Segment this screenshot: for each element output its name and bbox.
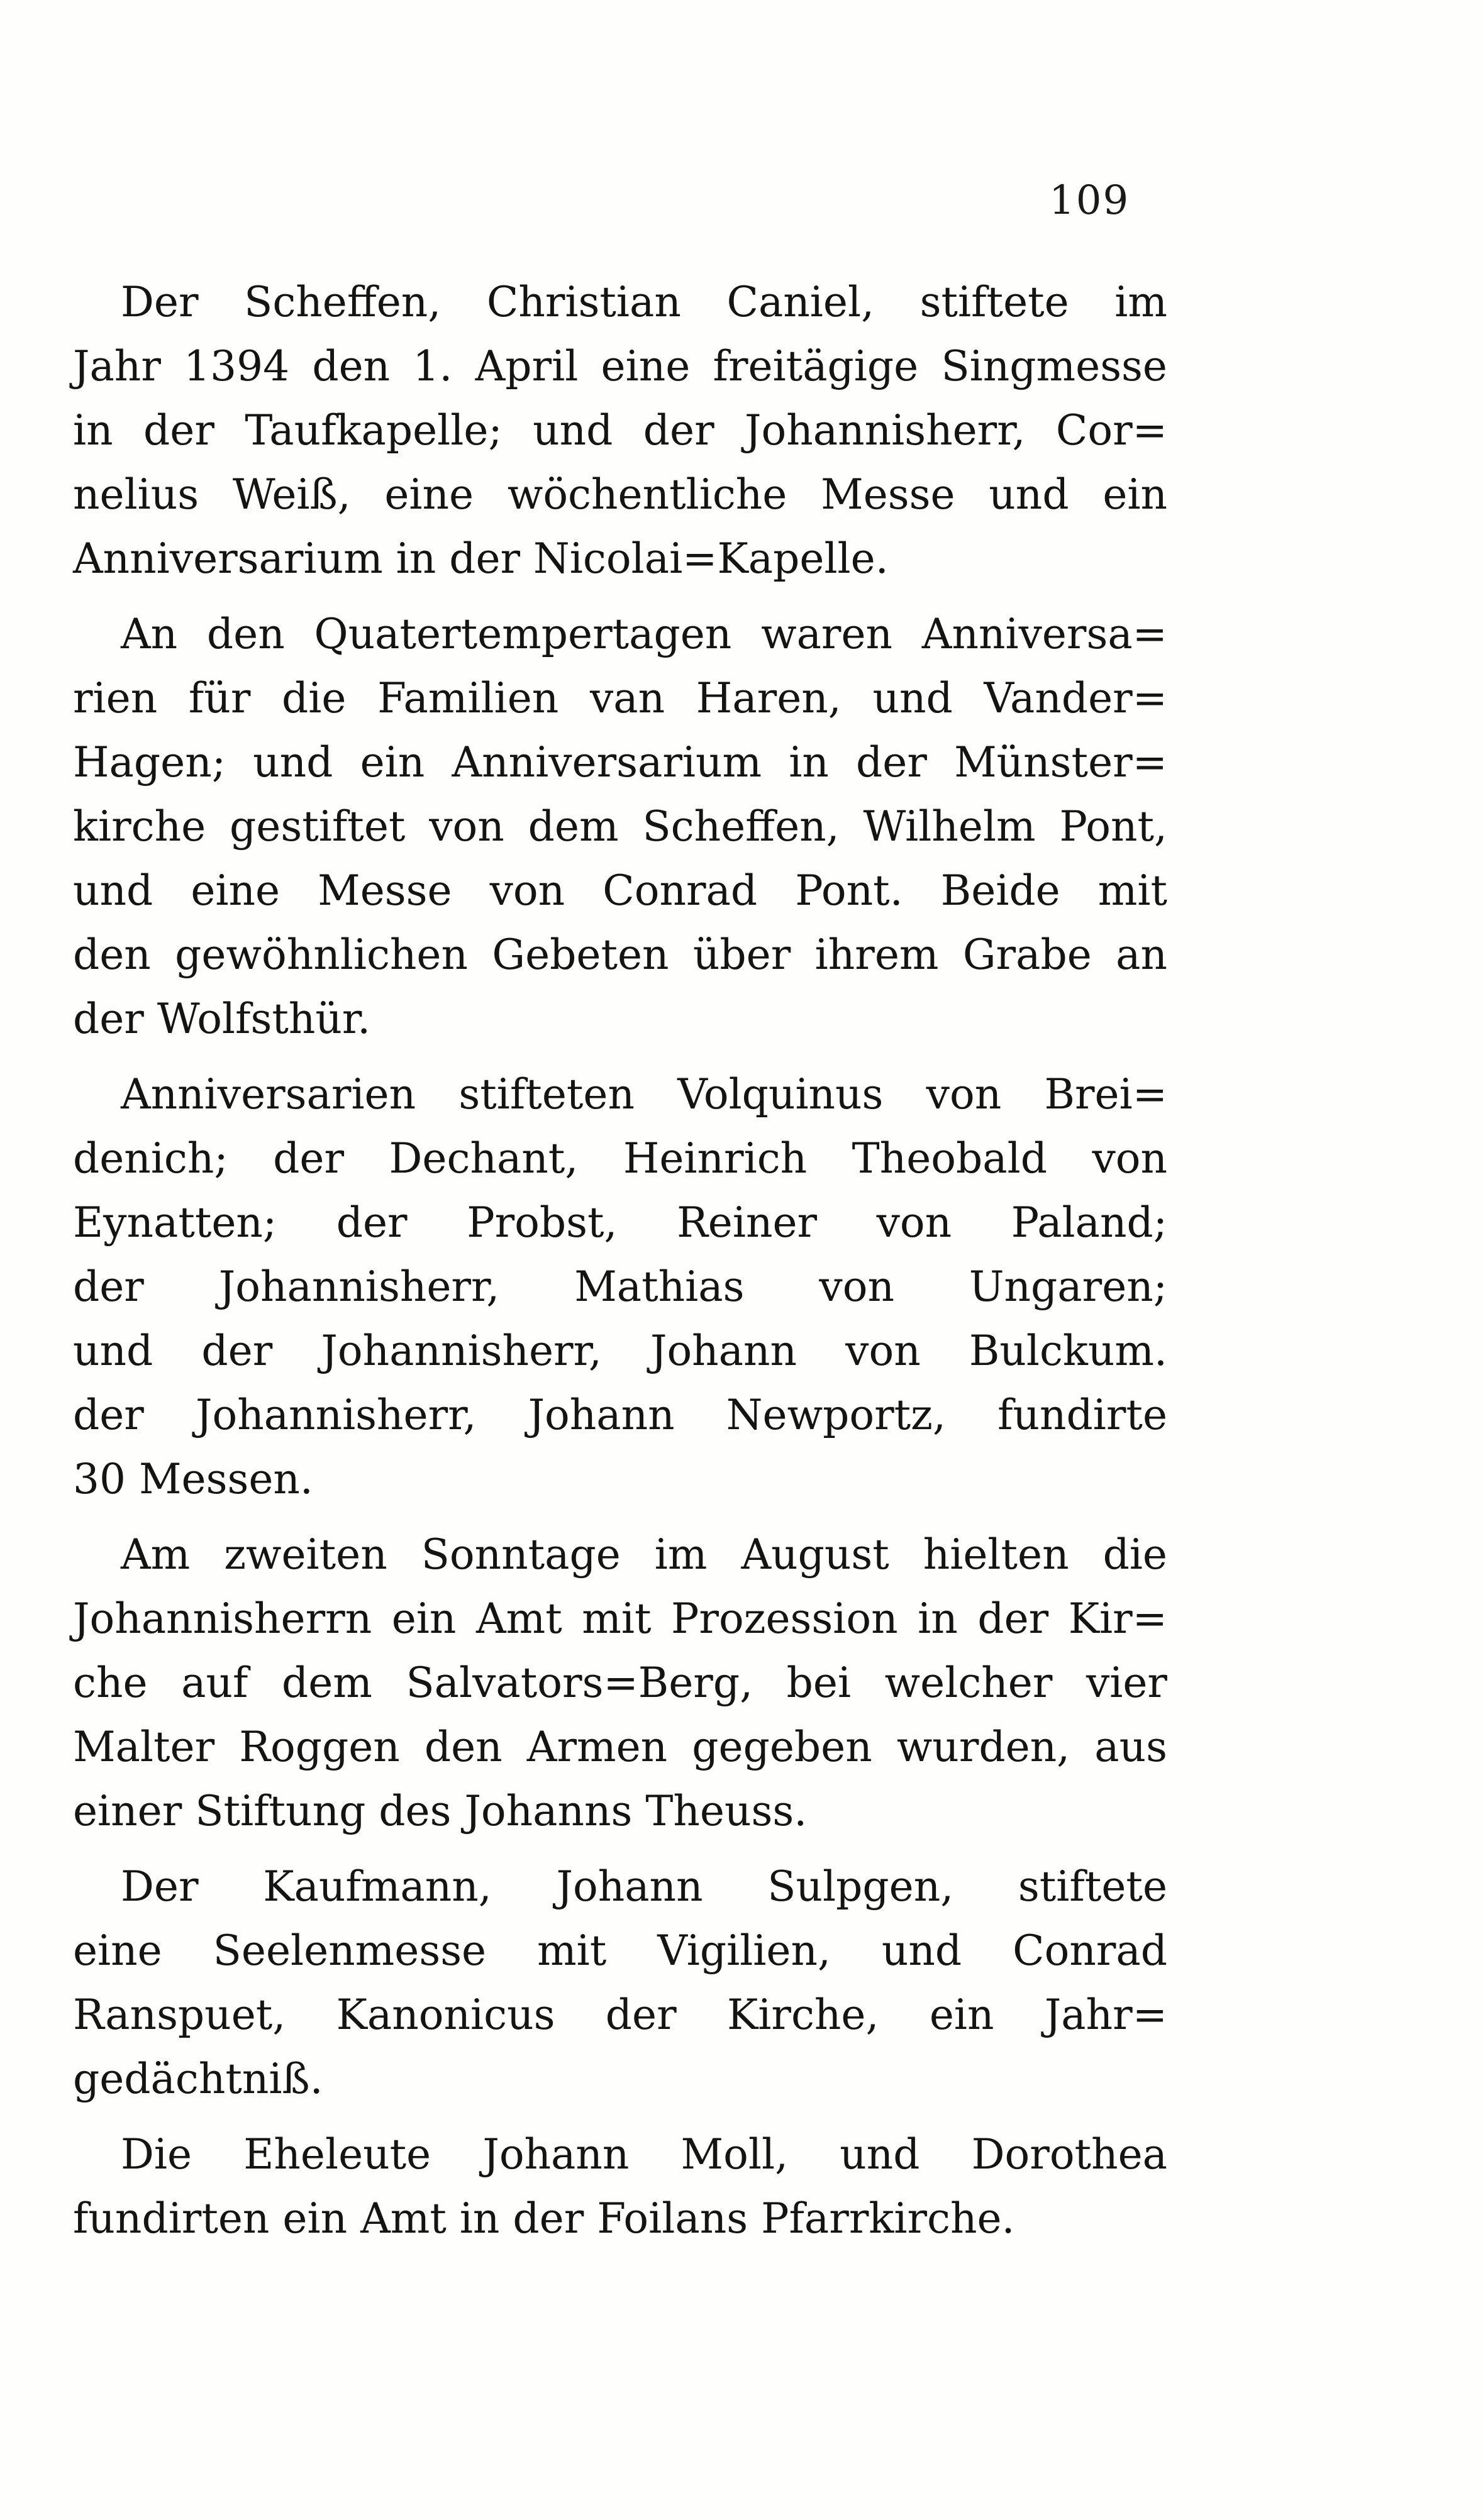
text-line: Am zweiten Sonntage im August hielten die: [121, 1530, 1167, 1579]
text-line: Johannisherrn ein Amt mit Prozession in der Kir=: [73, 1594, 1167, 1643]
paragraph-1: [73, 270, 1167, 591]
text-line: kirche gestiftet von dem Scheffen, Wilhelm Pont,: [73, 802, 1167, 851]
text-line: der Wolfsthür.: [73, 995, 371, 1043]
text-line: den gewöhnlichen Gebeten über ihrem Grabe an: [73, 931, 1167, 979]
text-line: in der Taufkapelle; und der Johannisherr, Cor=: [73, 406, 1167, 455]
paragraph-6: [73, 2123, 1167, 2251]
text-line: Jahr 1394 den 1. April eine freitägige Singmesse: [73, 342, 1167, 390]
text-line: und eine Messe von Conrad Pont. Beide mit: [73, 866, 1167, 915]
page-number: 109: [1049, 177, 1130, 224]
text-line: Ranspuet, Kanonicus der Kirche, ein Jahr=: [73, 1991, 1167, 2039]
body-text: [73, 270, 1167, 2251]
text-line: denich; der Dechant, Heinrich Theobald von: [73, 1134, 1167, 1183]
text-line: Der Kaufmann, Johann Sulpgen, stiftete: [121, 1862, 1167, 1911]
text-line: fundirten ein Amt in der Foilans Pfarrkirche.: [73, 2194, 1015, 2243]
text-line: Der Scheffen, Christian Caniel, stiftete im: [121, 278, 1167, 326]
paragraph-3: [73, 1063, 1167, 1511]
text-line: und der Johannisherr, Johann von Bulckum.: [73, 1327, 1167, 1375]
paragraph-2: [73, 602, 1167, 1051]
text-line: Anniversarium in der Nicolai=Kapelle.: [73, 534, 889, 583]
text-line: Die Eheleute Johann Moll, und Dorothea: [121, 2130, 1167, 2179]
text-line: Malter Roggen den Armen gegeben wurden, aus: [73, 1723, 1167, 1771]
text-line: Anniversarien stifteten Volquinus von Brei=: [121, 1070, 1167, 1119]
text-line: nelius Weiß, eine wöchentliche Messe und ein: [73, 470, 1167, 519]
text-line: 30 Messen.: [73, 1455, 313, 1503]
text-line: Hagen; und ein Anniversarium in der Münster=: [73, 738, 1167, 787]
text-line: der Johannisherr, Johann Newportz, fundirte: [73, 1391, 1167, 1439]
text-line: eine Seelenmesse mit Vigilien, und Conrad: [73, 1926, 1167, 1975]
text-line: An den Quatertempertagen waren Anniversa=: [121, 610, 1167, 658]
text-line: rien für die Familien van Haren, und Vander=: [73, 674, 1167, 722]
text-line: der Johannisherr, Mathias von Ungaren;: [73, 1263, 1167, 1311]
paragraph-4: [73, 1523, 1167, 1843]
text-line: che auf dem Salvators=Berg, bei welcher vier: [73, 1659, 1167, 1707]
text-line: einer Stiftung des Johanns Theuss.: [73, 1787, 808, 1835]
paragraph-5: [73, 1855, 1167, 2111]
text-line: Eynatten; der Probst, Reiner von Paland;: [73, 1198, 1167, 1247]
text-line: gedächtniß.: [73, 2055, 323, 2103]
